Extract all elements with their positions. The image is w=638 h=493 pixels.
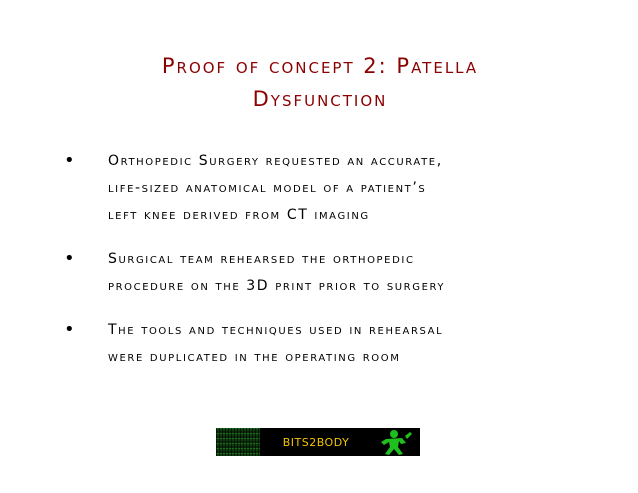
bullet-item — [64, 148, 624, 229]
bullet-dot: • — [64, 319, 75, 340]
bullet-text-line: procedure on the 3D print prior to surgery — [108, 278, 446, 294]
bullet-list — [64, 148, 624, 388]
figure-icon-graphic — [372, 428, 420, 456]
bullet-item — [64, 317, 624, 371]
bits2body-logo — [216, 428, 420, 456]
bullet-text-line: left knee derived from CT imaging — [108, 207, 370, 223]
figure-icon — [372, 428, 420, 456]
logo-label: BITS2BODY — [260, 428, 372, 456]
bullet-text-line: The tools and techniques used in rehearsal — [108, 322, 444, 338]
bullet-item — [64, 246, 624, 300]
bullet-text-line: Surgical team rehearsed the orthopedic — [108, 251, 415, 267]
title-line-1: Proof of concept 2: Patella — [161, 54, 479, 78]
slide-title — [60, 50, 580, 116]
bullet-text-line: were duplicated in the operating room — [108, 349, 401, 365]
bullet-text-line: Orthopedic Surgery requested an accurate, — [108, 153, 443, 169]
bullet-dot: • — [64, 248, 75, 269]
title-line-2: Dysfunction — [252, 87, 388, 111]
matrix-pattern-image — [216, 428, 260, 456]
bullet-dot: • — [64, 150, 75, 171]
bullet-text-line: life-sized anatomical model of a patient’s — [108, 180, 427, 196]
